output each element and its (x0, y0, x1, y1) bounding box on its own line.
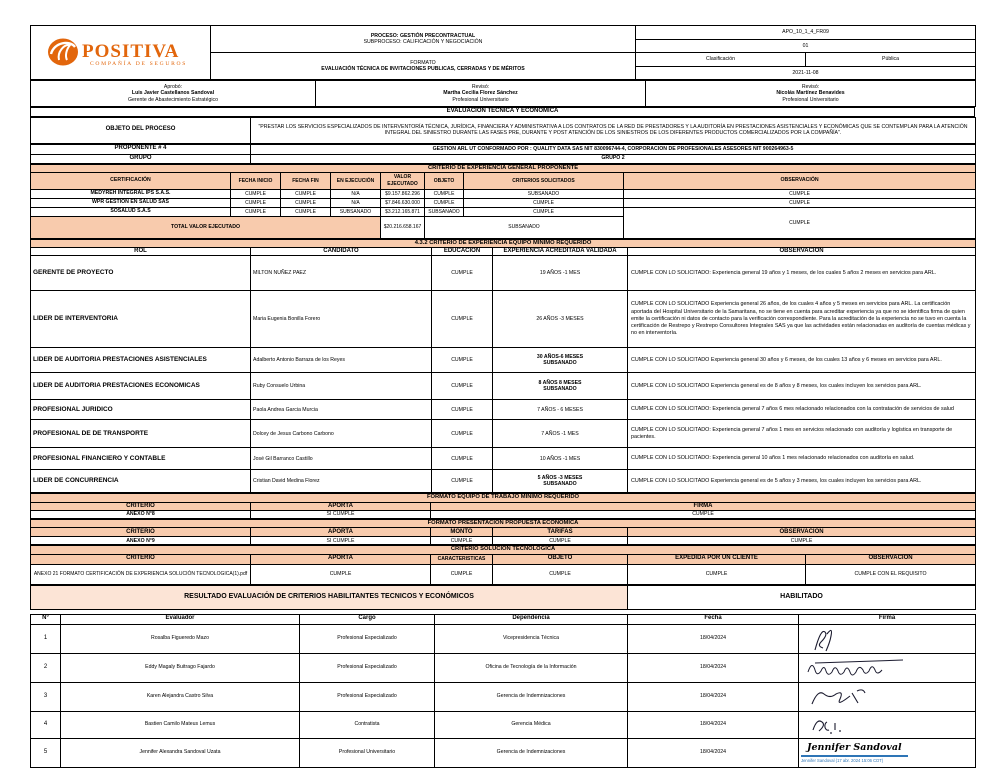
approval-role: Aprobó: (163, 83, 183, 90)
cell-objeto: CUMPLE (493, 564, 628, 584)
col-header-firma: Firma (799, 614, 976, 624)
cell-dependencia: Gerencia Médica (435, 711, 628, 738)
cell-evaluador: Karen Alejandra Castro Silva (61, 682, 300, 711)
col-header-en-ejecucion: EN EJECUCIÓN (331, 172, 381, 189)
eval-banner: EVALUACIÓN TÉCNICA Y ECONÓMICA (31, 108, 975, 117)
table-row (31, 738, 976, 767)
cell-tarifas: CUMPLE (493, 537, 628, 545)
evaluation-form-document (30, 25, 975, 768)
cell-fecha-fin: CUMPLE (281, 207, 331, 216)
experiencia-general-table (30, 164, 976, 239)
col-header-fecha: Fecha (628, 614, 799, 624)
cell-observacion: CUMPLE CON EL REQUISITO (806, 564, 976, 584)
format-title: EVALUACIÓN TÉCNICA DE INVITACIONES PUBLICAS, CERRADAS Y DE MÉRITOS (321, 66, 525, 72)
cell-fecha-inicio: CUMPLE (231, 198, 281, 207)
approval-role: Revisó: (471, 83, 490, 90)
approval-role: Revisó: (801, 83, 820, 90)
col-header-criterios: CRITERIOS SOLICITADOS (464, 172, 624, 189)
cell-valor: $7.846.630.000 (381, 198, 425, 207)
col-header-objeto: OBJETO (493, 554, 628, 564)
col-header-observacion: OBSERVACIÓN (628, 528, 976, 537)
cell-candidato: Dolcey de Jesus Carbono Carbono (251, 420, 432, 448)
cell-rol: PROFESIONAL FINANCIERO Y CONTABLE (31, 448, 251, 470)
cell-rol: PROFESIONAL JURIDICO (31, 400, 251, 420)
col-header-candidato: CANDIDATO (251, 247, 432, 256)
objeto-label: OBJETO DEL PROCESO (31, 117, 251, 143)
doc-code: APO_10_1_4_FR09 (636, 26, 976, 40)
col-header-valor-ejecutado: VALOR EJECUTADO (381, 172, 425, 189)
approval-name: Martha Cecilia Florez Sánchez (443, 90, 518, 97)
cell-evaluador: Eddy Magaly Buitrago Fajardo (61, 653, 300, 682)
positiva-logo (46, 32, 196, 74)
cell-rol: GERENTE DE PROYECTO (31, 256, 251, 291)
table-row (31, 511, 976, 519)
col-header-monto: MONTO (431, 528, 493, 537)
cell-candidato: José Gil Barranco Castillo (251, 448, 432, 470)
cell-educacion: CUMPLE (432, 400, 493, 420)
table-row (31, 624, 976, 653)
experiencia-general-banner: CRITERIO DE EXPERIENCIA GENERAL PROPONENTE (31, 164, 976, 172)
col-header-objeto: OBJETO (425, 172, 464, 189)
logo-tagline-text: COMPAÑÍA DE SEGUROS (89, 60, 187, 67)
cell-firma (799, 738, 976, 767)
table-row (31, 448, 976, 470)
cell-objeto: CUMPLE (425, 189, 464, 198)
process-cell (211, 26, 636, 53)
cell-fecha-fin: CUMPLE (281, 189, 331, 198)
col-header-observacion: OBSERVACIÓN (628, 247, 976, 256)
cell-educacion: CUMPLE (432, 373, 493, 400)
col-header-criterio: CRITERIO (31, 554, 251, 564)
objeto-row (30, 117, 976, 144)
cell-fecha: 18/04/2024 (628, 653, 799, 682)
cell-experiencia: 30 AÑOS-6 MESES SUBSANADO (493, 348, 628, 373)
total-estado: SUBSANADO (425, 216, 624, 238)
col-header-evaluador: Evaluador (61, 614, 300, 624)
cell-aporta: SI CUMPLE (251, 537, 431, 545)
resultado-row (30, 585, 976, 610)
cell-fecha: 18/04/2024 (628, 711, 799, 738)
cell-educacion: CUMPLE (432, 256, 493, 291)
cell-candidato: Ruby Consuelo Urbina (251, 373, 432, 400)
cell-en-ejecucion: N/A (331, 198, 381, 207)
solucion-tecnologica-banner: CRITERIO SOLUCIÓN TECNOLOGICA (31, 546, 976, 554)
col-header-expedida: EXPEDIDA POR UN CLIENTE (628, 554, 806, 564)
cell-observacion: CUMPLE (624, 189, 976, 198)
clasificacion-value: Pública (806, 53, 976, 67)
cell-experiencia: 7 AÑOS - 6 MESES (493, 400, 628, 420)
cell-evaluador: Bastien Camilo Mateus Lemus (61, 711, 300, 738)
cell-fecha-fin: CUMPLE (281, 198, 331, 207)
col-header-experiencia: EXPERIENCIA ACREDITADA VALIDADA (493, 247, 628, 256)
signature-text: Jennifer Sandoval (801, 742, 908, 757)
cell-fecha-inicio: CUMPLE (231, 207, 281, 216)
table-row (31, 470, 976, 493)
col-header-criterio: CRITERIO (31, 502, 251, 511)
cell-en-ejecucion: SUBSANADO (331, 207, 381, 216)
cell-educacion: CUMPLE (432, 348, 493, 373)
table-row (31, 198, 976, 207)
cell-firma (799, 653, 976, 682)
document-header (30, 25, 976, 80)
col-header-educacion: EDUCACIÓN (432, 247, 493, 256)
cell-dependencia: Gerencia de Indemnizaciones (435, 682, 628, 711)
cell-dependencia: Vicepresidencia Técnica (435, 624, 628, 653)
propuesta-economica-banner: FORMATO PRESENTACIÓN PROPUESTA ECONOMICA (31, 520, 976, 528)
table-row (31, 207, 976, 216)
cell-fecha: 18/04/2024 (628, 624, 799, 653)
col-header-aporta: APORTA (251, 528, 431, 537)
cell-monto: CUMPLE (431, 537, 493, 545)
col-header-caracteristicas: CARACTERISTICAS (431, 554, 493, 564)
cell-observacion: CUMPLE (624, 198, 976, 207)
total-label: TOTAL VALOR EJECUTADO (31, 216, 381, 238)
signature-image (807, 713, 862, 737)
cell-valor: $9.157.862.296 (381, 189, 425, 198)
col-header-fecha-inicio: FECHA INICIO (231, 172, 281, 189)
col-header-tarifas: TARIFAS (493, 528, 628, 537)
equipo-minimo-table (30, 239, 976, 494)
cell-observacion: CUMPLE CON LO SOLICITADO Experiencia general es de 5 años y 3 meses, los cuales incluyen los servicios para ARL. (628, 470, 976, 493)
cell-cargo: Profesional Especializado (300, 624, 435, 653)
subprocess-line: SUBPROCESO: CALIFICACIÓN Y NEGOCIACIÓN (363, 39, 483, 45)
cell-valor: $3.212.165.871 (381, 207, 425, 216)
col-header-aporta: APORTA (251, 554, 431, 564)
table-row (31, 420, 976, 448)
cell-numero: 4 (31, 711, 61, 738)
cell-educacion: CUMPLE (432, 470, 493, 493)
equipo-minimo-banner: 4.3.2 CRITERIO DE EXPERIENCIA EQUIPO MINIMO REQUERIDO (31, 239, 976, 247)
cell-experiencia: 19 AÑOS -1 MES (493, 256, 628, 291)
cell-experiencia: 26 AÑOS -3 MESES (493, 291, 628, 348)
cell-firma: CUMPLE (431, 511, 976, 519)
cell-observacion: CUMPLE (628, 537, 976, 545)
cell-observacion-shared: CUMPLE (624, 207, 976, 238)
cell-educacion: CUMPLE (432, 291, 493, 348)
col-header-observacion: OBSERVACIÓN (806, 554, 976, 564)
cell-numero: 5 (31, 738, 61, 767)
cell-experiencia: 7 AÑOS -1 MES (493, 420, 628, 448)
equipo-trabajo-banner: FORMATO EQUIPO DE TRABAJO MINIMO REQUERIDO (31, 494, 976, 502)
equipo-trabajo-table (30, 493, 976, 519)
cell-rol: LIDER DE AUDITORIA PRESTACIONES ECONOMICAS (31, 373, 251, 400)
cell-candidato: Paola Andrea Garcia Murcia (251, 400, 432, 420)
signature-timestamp: Jennifer Sandoval (17 abr. 2024 15:06 CDT) (801, 757, 884, 763)
col-header-observacion: OBSERVACIÓN (624, 172, 976, 189)
cell-fecha: 18/04/2024 (628, 738, 799, 767)
cell-experiencia: 10 AÑOS -1 MES (493, 448, 628, 470)
cell-experiencia: 5 AÑOS -3 MESES SUBSANADO (493, 470, 628, 493)
cell-rol: LIDER DE INTERVENTORIA (31, 291, 251, 348)
total-valor: $20.216.658.167 (381, 216, 425, 238)
cell-candidato: Cristian David Medina Florez (251, 470, 432, 493)
cell-numero: 3 (31, 682, 61, 711)
cell-dependencia: Oficina de Tecnología de la Información (435, 653, 628, 682)
cell-observacion: CUMPLE CON LO SOLICITADO Experiencia general es de 8 años y 8 meses, los cuales incluyen los servicios para ARL. (628, 373, 976, 400)
cell-educacion: CUMPLE (432, 448, 493, 470)
logo-cell (31, 26, 211, 80)
signature-image (805, 657, 925, 679)
table-row (31, 256, 976, 291)
approval-name: Luis Javier Castellanos Sandoval (131, 90, 215, 97)
cell-expedida: CUMPLE (628, 564, 806, 584)
cell-criterio: ANEXO N°9 (31, 537, 251, 545)
cell-observacion: CUMPLE CON LO SOLICITADO: Experiencia general 10 años 1 mes relacionado relacionados con auditoría en salud. (628, 448, 976, 470)
col-header-numero: N° (31, 614, 61, 624)
cell-cargo: Profesional Especializado (300, 653, 435, 682)
cell-certificacion: MEDYREH INTEGRAL IPS S.A.S. (31, 189, 231, 198)
cell-observacion: CUMPLE CON LO SOLICITADO: Experiencia general 19 años y 1 meses, de los cuales 5 años 2 meses en servicios para ARL. (628, 256, 976, 291)
cell-aporta: SI CUMPLE (251, 511, 431, 519)
process-line: PROCESO: GESTIÓN PRECONTRACTUAL (370, 32, 476, 39)
cell-rol: LIDER DE AUDITORIA PRESTACIONES ASISTENCIALES (31, 348, 251, 373)
cell-en-ejecucion: N/A (331, 189, 381, 198)
proponente-rows (30, 144, 976, 164)
cell-certificacion: WPR GESTION EN SALUD SAS (31, 198, 231, 207)
cell-evaluador: Jennifer Alexandra Sandoval Uzata (61, 738, 300, 767)
cell-rol: PROFESIONAL DE DE TRANSPORTE (31, 420, 251, 448)
resultado-label: RESULTADO EVALUACIÓN DE CRITERIOS HABILITANTES TECNICOS Y ECONÓMICOS (31, 585, 628, 609)
cell-educacion: CUMPLE (432, 420, 493, 448)
cell-aporta: CUMPLE (251, 564, 431, 584)
table-row (31, 291, 976, 348)
evaluadores-table (30, 614, 976, 768)
cell-objeto: CUMPLE (425, 198, 464, 207)
cell-criterios: SUBSANADO (464, 189, 624, 198)
format-label: FORMATO (410, 59, 436, 66)
approvals-row (30, 80, 976, 107)
clasificacion-label: Clasificación (636, 53, 806, 67)
table-row (31, 653, 976, 682)
cell-cargo: Contratista (300, 711, 435, 738)
propuesta-economica-table (30, 519, 976, 545)
cell-observacion: CUMPLE CON LO SOLICITADO Experiencia general 30 años y 6 meses, de los cuales 13 años y 6 meses en servicios para ARL. (628, 348, 976, 373)
grupo-value: GRUPO 2 (251, 154, 976, 163)
cell-dependencia: Gerencia de Indemnizaciones (435, 738, 628, 767)
table-row (31, 189, 976, 198)
approval-reviso-2 (646, 81, 976, 107)
cell-cargo: Profesional Universitario (300, 738, 435, 767)
cell-experiencia: 8 AÑOS 8 MESES SUBSANADO (493, 373, 628, 400)
cell-evaluador: Rosalba Figueredo Mazo (61, 624, 300, 653)
format-cell (211, 53, 636, 80)
col-header-firma: FIRMA (431, 502, 976, 511)
table-row (31, 537, 976, 545)
table-row (31, 373, 976, 400)
cell-candidato: MILTON NUÑEZ PAEZ (251, 256, 432, 291)
approval-aprobo (31, 81, 316, 107)
cell-criterio: ANEXO N°8 (31, 511, 251, 519)
table-row (31, 564, 976, 584)
doc-version: 01 (636, 40, 976, 53)
approval-reviso-1 (316, 81, 646, 107)
approval-title: Profesional Universitario (452, 96, 509, 103)
col-header-fecha-fin: FECHA FIN (281, 172, 331, 189)
approval-title: Gerente de Abastecimiento Estratégico (128, 96, 218, 103)
col-header-criterio: CRITERIO (31, 528, 251, 537)
resultado-value: HABILITADO (628, 585, 976, 609)
cell-certificacion: SOSALUD S.A.S (31, 207, 231, 216)
cell-numero: 2 (31, 653, 61, 682)
cell-observacion: CUMPLE CON LO SOLICITADO: Experiencia general 7 años 1 mes en servicios relacionado con auditoría y logística en transporte de pacientes. (628, 420, 976, 448)
grupo-label: GRUPO (31, 154, 251, 163)
solucion-tecnologica-table (30, 545, 976, 584)
signature-image (807, 685, 877, 709)
cell-firma (799, 624, 976, 653)
cell-criterios: CUMPLE (464, 198, 624, 207)
col-header-certificacion: CERTIFICACIÓN (31, 172, 231, 189)
approval-title: Profesional Universitario (782, 96, 839, 103)
cell-criterios: CUMPLE (464, 207, 624, 216)
proponente-value: GESTION ARL UT CONFORMADO POR : QUALITY DATA SAS NIT 830096744-4, CORPORACION DE PROFESIONALES ASESORES NIT 900264963-5 (251, 144, 976, 154)
col-header-rol: ROL (31, 247, 251, 256)
signature-image (807, 626, 867, 652)
cell-observacion: CUMPLE CON LO SOLICITADO: Experiencia general 7 años 6 mes relacionado relacionados con la contratación de servicios de salud (628, 400, 976, 420)
cell-observacion: CUMPLE CON LO SOLICITADO Experiencia general 26 años, de los cuales 4 años y 5 meses en servicios para ARL. La certificación aportada del Hospital Universitario de la Samaritana, no se tiene en cuenta para acreditar experiencia ya que no se identifica firma de quien emite la certificación ni datos de contacto para la verificación correspondiente. Para la acreditación de la experiencia no se tuvo en cuenta la certificación de Restrepo y Restrepo Consultores Integrales SAS ya que las actividades están relacionadas en auditoría de cuentas médicas y no en interventoría. (628, 291, 976, 348)
cell-candidato: Adalberto Antonio Barraza de los Reyes (251, 348, 432, 373)
objeto-text: "PRESTAR LOS SERVICIOS ESPECIALIZADOS DE INTERVENTORÍA TÉCNICA, JURÍDICA, FINANCIERA Y ADMINISTRATIVA A LOS CONTRATOS DE LA RED DE PRESTADORES Y LA AUDITORÍA EN PRESTACIONES ASISTENCIALES Y ECONÓMICAS QUE SE CONTEMPLAN PARA LA ATENCIÓN INTEGRAL DEL SINIESTRO DURANTE LAS FASES PRE, DURANTE Y POST ATENCIÓN DE LOS SINIESTROS DE LOS DIFERENTES PRODUCTOS COMERCIALIZADOS POR LA COMPAÑÍA". (251, 117, 976, 143)
table-row (31, 711, 976, 738)
proponente-label: PROPONENTE # 4 (31, 144, 251, 154)
doc-date: 2021-11-08 (636, 67, 976, 80)
logo-brand-text: POSITIVA (81, 40, 179, 62)
col-header-cargo: Cargo (300, 614, 435, 624)
table-row (31, 400, 976, 420)
cell-candidato: Maria Eugenia Bonilla Forero (251, 291, 432, 348)
cell-criterio: ANEXO 21 FORMATO CERTIFICACIÓN DE EXPERIENCIA SOLUCIÓN TECNOLOGICA(1).pdf (31, 564, 251, 584)
cell-firma (799, 711, 976, 738)
cell-cargo: Profesional Especializado (300, 682, 435, 711)
cell-numero: 1 (31, 624, 61, 653)
eval-banner-row (30, 107, 975, 117)
cell-firma (799, 682, 976, 711)
cell-objeto: SUBSANADO (425, 207, 464, 216)
col-header-aporta: APORTA (251, 502, 431, 511)
col-header-dependencia: Dependencia (435, 614, 628, 624)
cell-caracteristicas: CUMPLE (431, 564, 493, 584)
cell-fecha: 18/04/2024 (628, 682, 799, 711)
cell-rol: LIDER DE CONCURRENCIA (31, 470, 251, 493)
approval-name: Nicolás Martínez Benavides (776, 90, 845, 97)
cell-fecha-inicio: CUMPLE (231, 189, 281, 198)
table-row (31, 682, 976, 711)
table-row (31, 348, 976, 373)
